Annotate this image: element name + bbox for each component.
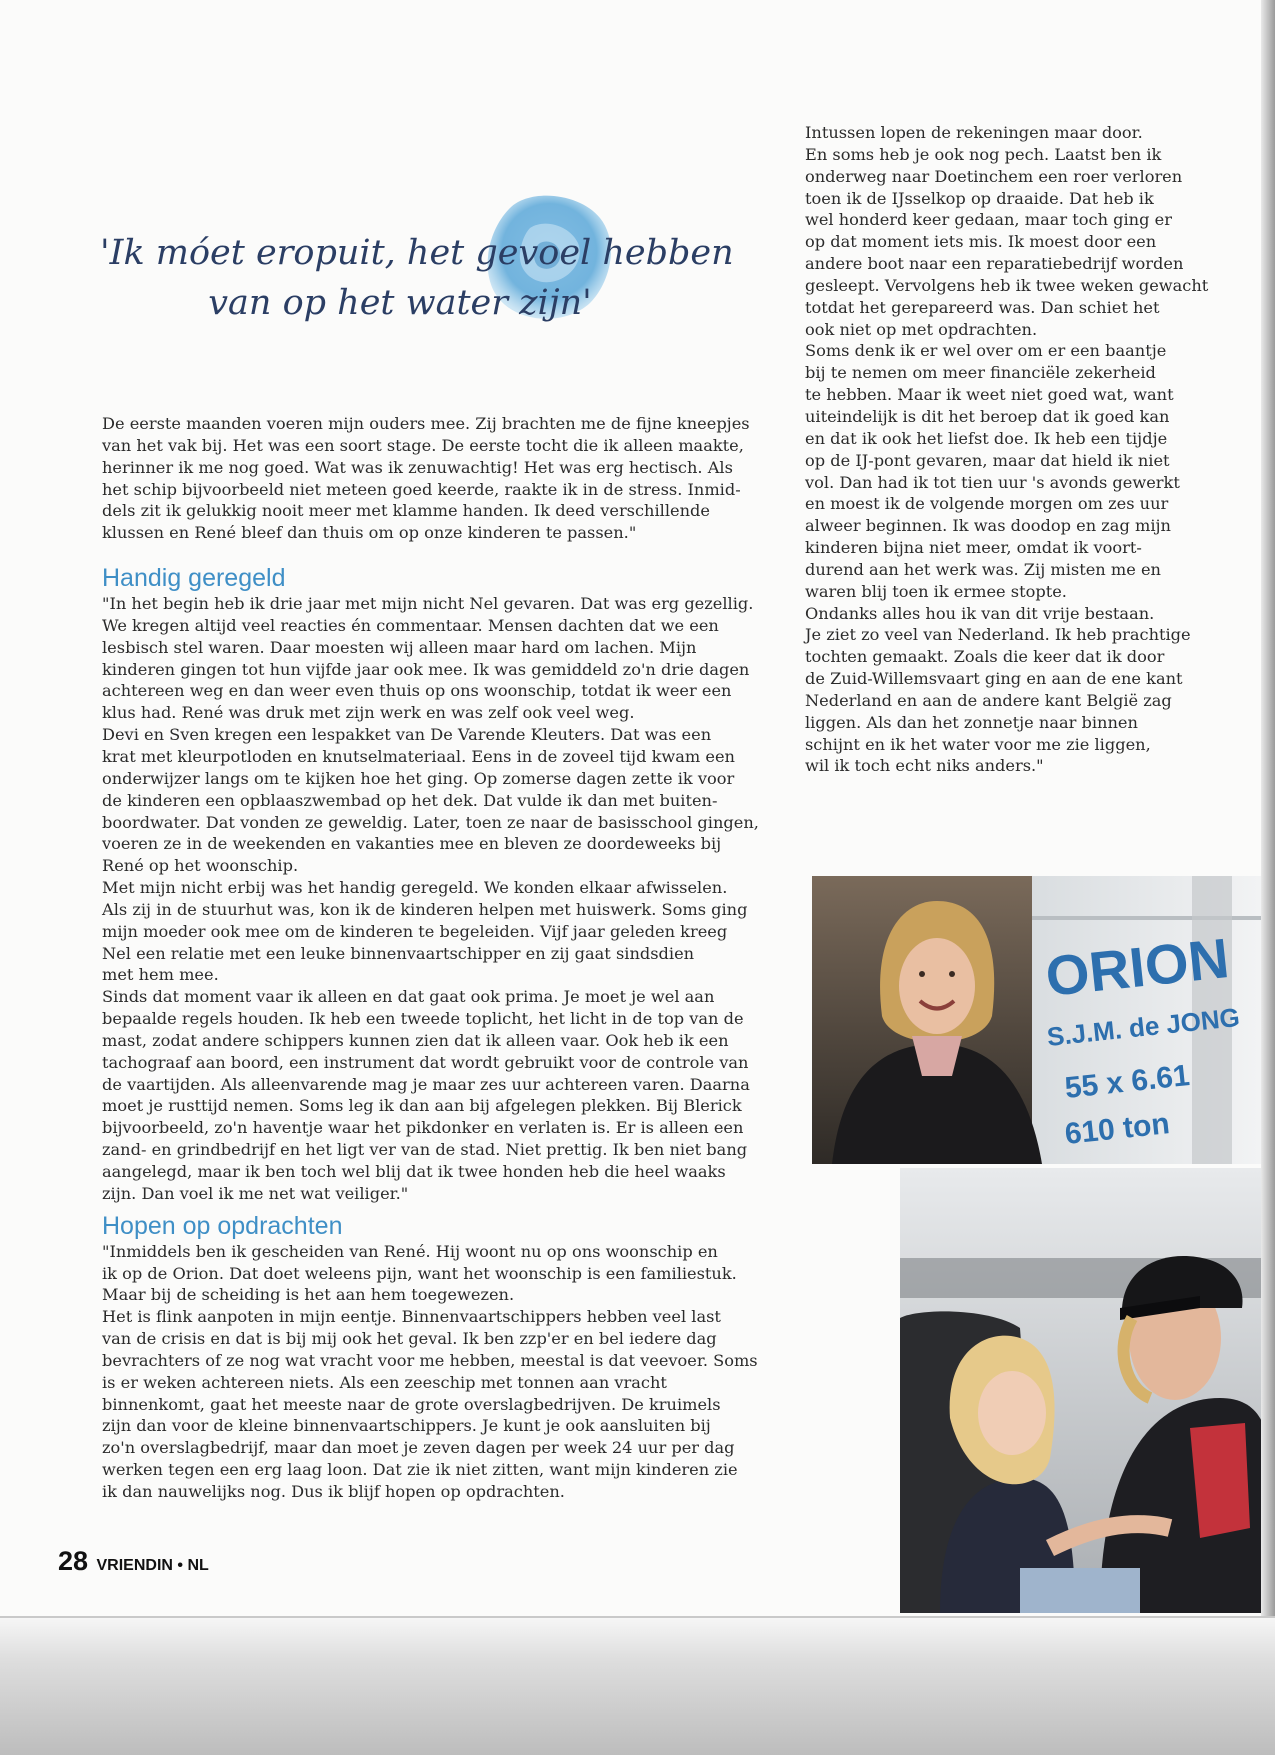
body-text-line: liggen. Als dan het zonnetje naar binnen — [805, 712, 1138, 732]
body-text-line: Je ziet zo veel van Nederland. Ik heb prachtige — [805, 625, 1191, 645]
page-number: 28 — [58, 1546, 89, 1576]
body-text-line: is er weken achtereen niets. Als een zeeschip met tonnen aan vracht — [102, 1372, 667, 1392]
body-text-line: aangelegd, maar ik ben toch wel blij dat ik twee honden heb die heel waaks — [102, 1162, 726, 1181]
orion-sign-dimensions: 55 x 6.61 — [1063, 1059, 1192, 1105]
body-text-line: tachograaf aan boord, een instrument dat wordt gebruikt voor de controle van — [102, 1052, 749, 1072]
body-text-line: krat met kleurpotloden en knutselmateriaal. Eens in de zoveel tijd kwam een — [102, 746, 735, 766]
body-text-line: zijn. Dan voel ik me net wat veiliger." — [102, 1183, 409, 1203]
body-text-line: achtereen weg en dan weer even thuis op ons woonschip, totdat ik weer een — [102, 681, 732, 701]
body-text-line: "In het begin heb ik drie jaar met mijn nicht Nel gevaren. Dat was erg gezellig. — [102, 594, 754, 614]
body-text-line: ook niet op met opdrachten. — [805, 319, 1038, 339]
body-text-line: kinderen gingen tot hun vijfde jaar ook mee. Ik was gemiddeld zo'n drie dagen — [102, 659, 750, 679]
body-text-line: onderwijzer langs om te kijken hoe het ging. Op zomerse dagen zette ik voor — [102, 768, 735, 788]
pull-quote — [100, 188, 734, 338]
body-text-line: bij te nemen om meer financiële zekerheid — [805, 363, 1156, 383]
body-text-line: Met mijn nicht erbij was het handig geregeld. We konden elkaar afwisselen. — [102, 878, 728, 898]
body-text-line: "Inmiddels ben ik gescheiden van René. Hij woont nu op ons woonschip en — [102, 1241, 718, 1261]
body-text-line: de kinderen een opblaaszwembad op het dek. Dat vulde ik dan met buiten- — [102, 790, 718, 810]
body-text-line: durend aan het werk was. Zij misten me en — [805, 559, 1161, 579]
body-text-line: van het vak bij. Het was een soort stage. De eerste tocht die ik alleen maakte, — [102, 435, 744, 455]
body-text-line: van de crisis en dat is bij mij ook het geval. Ik ben zzp'er en bel iedere dag — [102, 1329, 717, 1349]
body-text-line: alweer beginnen. Ik was doodop en zag mijn — [805, 516, 1171, 536]
photo-woman-with-orion-sign — [812, 876, 1270, 1164]
body-text-line: Ondanks alles hou ik van dit vrije bestaan. — [805, 603, 1155, 623]
body-text-line: boordwater. Dat vonden ze geweldig. Later, toen ze naar de basisschool gingen, — [102, 812, 759, 832]
subhead-hopen-op-opdrachten: Hopen op opdrachten — [102, 1211, 343, 1240]
orion-sign-name: ORION — [1042, 926, 1232, 1008]
body-text-line: de Zuid-Willemsvaart ging en aan de ene kant — [805, 669, 1183, 689]
body-text-line: Soms denk ik er wel over om er een baantje — [805, 341, 1167, 361]
photo-children-in-wheelhouse — [900, 1168, 1270, 1613]
body-text-line: mijn moeder ook mee om de kinderen te begeleiden. Vijf jaar geleden kreeg — [102, 921, 728, 941]
body-text-line: toen ik de IJsselkop op draaide. Dat heb ik — [805, 188, 1154, 208]
body-text-line: klus had. René was druk met zijn werk en was zelf ook veel weg. — [102, 703, 635, 723]
body-text-line: voeren ze in de weekenden en vakanties mee en bleven ze doordeweeks bij — [102, 834, 722, 854]
orion-sign-tonnage: 610 ton — [1063, 1107, 1172, 1151]
body-text-line: zijn dan voor de kleine binnenvaartschippers. Je kunt je ook aansluiten bij — [102, 1416, 711, 1436]
body-text-line: werken tegen een erg laag loon. Dat zie ik niet zitten, want mijn kinderen zie — [102, 1460, 738, 1480]
right-column — [805, 122, 1215, 777]
section-handig-geregeld — [102, 593, 792, 1205]
body-text-line: onderweg naar Doetinchem een roer verloren — [805, 166, 1183, 186]
body-text-line: op de IJ-pont gevaren, maar dat hield ik niet — [805, 450, 1170, 470]
body-text-line: op dat moment iets mis. Ik moest door een — [805, 232, 1157, 252]
page-footer — [58, 1546, 209, 1577]
intro-paragraph — [102, 413, 792, 544]
body-text-line: waren blij toen ik ermee stopte. — [805, 581, 1067, 601]
body-text-line: Nel een relatie met een leuke binnenvaartschipper en zij gaat sindsdien — [102, 943, 695, 963]
scan-bottom-shadow — [0, 1618, 1275, 1755]
body-text-line: totdat het gerepareerd was. Dan schiet het — [805, 297, 1160, 317]
body-text-line: binnenkomt, gaat het meeste naar de grote overslagbedrijven. De kruimels — [102, 1394, 721, 1414]
body-text-line: uiteindelijk is dit het beroep dat ik goed kan — [805, 406, 1170, 426]
body-text-line: mast, zodat andere schippers kunnen zien dat ik alleen vaar. Ook heb ik een — [102, 1030, 729, 1050]
body-text-line: De eerste maanden voeren mijn ouders mee. Zij brachten me de fijne kneepjes — [102, 414, 750, 433]
body-text-line: met hem mee. — [102, 965, 219, 985]
body-text-line: tochten gemaakt. Zoals die keer dat ik door — [805, 647, 1165, 667]
body-text-line: wil ik toch echt niks anders." — [805, 756, 1044, 776]
body-text-line: Intussen lopen de rekeningen maar door. — [805, 123, 1143, 142]
body-text-line: moet je rusttijd nemen. Soms leg ik dan aan bij afgelegen plekken. Bij Blerick — [102, 1096, 742, 1116]
body-text-line: bevrachters of ze nog wat vracht voor me hebben, meestal is dat veevoer. Soms — [102, 1350, 758, 1370]
body-text-line: Het is flink aanpoten in mijn eentje. Binnenvaartschippers hebben veel last — [102, 1307, 721, 1327]
body-text-line: ik dan nauwelijks nog. Dus ik blijf hopen op opdrachten. — [102, 1481, 565, 1501]
orion-sign-owner: S.J.M. de JONG — [1045, 1001, 1242, 1052]
body-text-line: wel honderd keer gedaan, maar toch ging er — [805, 210, 1172, 230]
section-hopen-op-opdrachten — [102, 1241, 792, 1503]
page-edge-shadow — [1261, 0, 1275, 1630]
body-text-line: zand- en grindbedrijf en het ligt ver van de stad. Niet prettig. Ik ben niet bang — [102, 1140, 748, 1160]
body-text-line: vol. Dan had ik tot tien uur 's avonds gewerkt — [805, 472, 1180, 492]
body-text-line: klussen en René bleef dan thuis om op onze kinderen te passen." — [102, 523, 637, 543]
body-text-line: Sinds dat moment vaar ik alleen en dat gaat ook prima. Je moet je wel aan — [102, 987, 715, 1007]
body-text-line: Als zij in de stuurhut was, kon ik de kinderen helpen met huiswerk. Soms ging — [102, 899, 748, 919]
left-column — [102, 413, 792, 1503]
body-text-line: ik op de Orion. Dat doet weleens pijn, want het woonschip is een familiestuk. — [102, 1263, 737, 1283]
body-text-line: Devi en Sven kregen een lespakket van De Varende Kleuters. Dat was een — [102, 725, 712, 745]
body-text-line: Nederland en aan de andere kant België zag — [805, 690, 1172, 710]
magazine-name: VRIENDIN • NL — [96, 1557, 209, 1574]
body-text-line: het schip bijvoorbeeld niet meteen goed keerde, raakte ik in de stress. Inmid- — [102, 479, 741, 499]
body-text-line: andere boot naar een reparatiebedrijf worden — [805, 254, 1184, 274]
body-text-line: Maar bij de scheiding is het aan hem toegewezen. — [102, 1285, 515, 1305]
body-text-line: te hebben. Maar ik weet niet goed wat, want — [805, 385, 1174, 405]
body-text-line: gesleept. Vervolgens heb ik twee weken gewacht — [805, 275, 1209, 295]
body-text-line: en dat ik ook het liefst doe. Ik heb een tijdje — [805, 428, 1168, 448]
body-text-line: schijnt en ik het water voor me zie liggen, — [805, 734, 1151, 754]
body-text-line: herinner ik me nog goed. Wat was ik zenuwachtig! Het was erg hectisch. Als — [102, 457, 733, 477]
body-text-line: En soms heb je ook nog pech. Laatst ben ik — [805, 144, 1162, 164]
body-text-line: en moest ik de volgende morgen om zes uur — [805, 494, 1169, 514]
body-text-line: de vaartijden. Als alleenvarende mag je maar zes uur achtereen varen. Daarna — [102, 1074, 750, 1094]
body-text-line: We kregen altijd veel reacties én commentaar. Mensen dachten dat we een — [102, 615, 719, 635]
pull-quote-line2: van op het water zijn' — [208, 283, 592, 323]
body-text-line: dels zit ik gelukkig nooit meer met klamme handen. Ik deed verschillende — [102, 501, 710, 521]
body-text-line: kinderen bijna niet meer, omdat ik voort- — [805, 538, 1142, 558]
body-text-line: bepaalde regels houden. Ik heb een tweede toplicht, het licht in de top van de — [102, 1009, 744, 1029]
body-text-line: lesbisch stel waren. Daar moesten wij alleen maar hard om lachen. Mijn — [102, 637, 697, 657]
body-text-line: René op het woonschip. — [102, 856, 299, 876]
body-text-line: zo'n overslagbedrijf, maar dan moet je zeven dagen per week 24 uur per dag — [102, 1438, 735, 1458]
subhead-handig-geregeld: Handig geregeld — [102, 564, 286, 593]
pull-quote-line1: 'Ik móet eropuit, het gevoel hebben — [100, 233, 734, 273]
body-text-line: bijvoorbeeld, zo'n haventje waar het pikdonker en verlaten is. Er is alleen een — [102, 1118, 744, 1138]
